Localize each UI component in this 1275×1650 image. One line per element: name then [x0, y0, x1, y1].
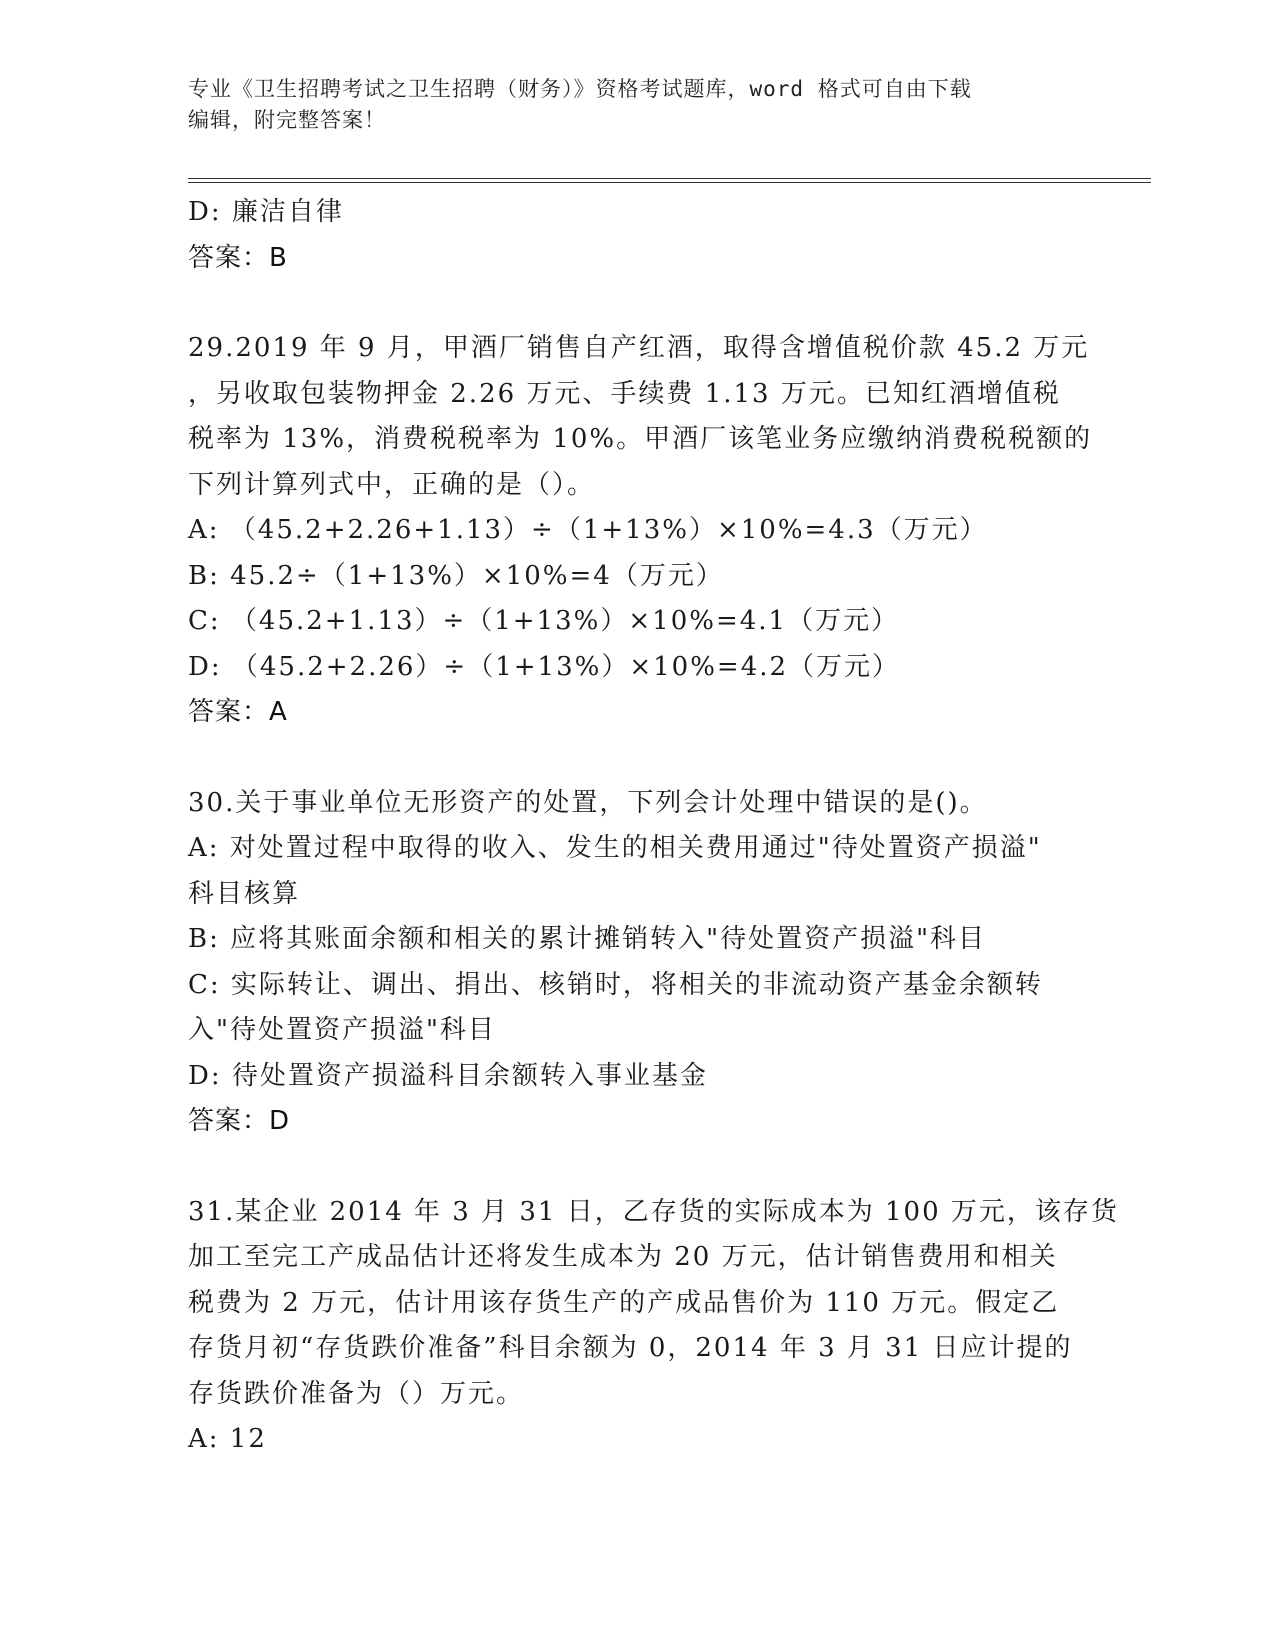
- option-c: C: （45.2+1.13）÷（1+13%）×10%=4.1（万元）: [188, 606, 900, 636]
- spacer: [188, 1145, 1068, 1190]
- answer: 答案：A: [188, 697, 288, 727]
- option-b: B: 45.2÷（1+13%）×10%=4（万元）: [188, 560, 724, 591]
- answer: 答案：D: [188, 1106, 291, 1136]
- option-a-continued: 科目核算: [188, 878, 301, 909]
- question-text-line: 存货月初“存货跌价准备”科目余额为 0，2014 年 3 月 31 日应计提的: [188, 1333, 1073, 1363]
- question-31: [188, 1190, 1119, 1463]
- document-header: [188, 74, 1068, 136]
- spacer: [188, 281, 1068, 326]
- header-line-1: 专业《卫生招聘考试之卫生招聘（财务）》资格考试题库，word 格式可自由下载: [188, 77, 972, 101]
- question-29: [188, 326, 1093, 736]
- header-divider: [188, 178, 1151, 179]
- question-text-line: 存货跌价准备为（）万元。: [188, 1378, 525, 1409]
- option-a: A: （45.2+2.26+1.13）÷（1+13%）×10%=4.3（万元）: [188, 515, 988, 545]
- option-c-continued: 入"待处置资产损溢"科目: [188, 1015, 496, 1045]
- prev-answer: 答案：B: [188, 242, 288, 273]
- question-text-line: 30.关于事业单位无形资产的处置，下列会计处理中错误的是()。: [188, 787, 988, 818]
- option-a: A: 12: [188, 1424, 267, 1454]
- question-content: [188, 190, 1119, 1463]
- question-text-line: 29.2019 年 9 月，甲酒厂销售自产红酒，取得含增值税价款 45.2 万元: [188, 333, 1090, 363]
- question-text-line: 下列计算列式中，正确的是（）。: [188, 469, 596, 500]
- question-text-line: 31.某企业 2014 年 3 月 31 日，乙存货的实际成本为 100 万元，该存货: [188, 1196, 1119, 1227]
- spacer: [188, 736, 1068, 781]
- option-d: D: （45.2+2.26）÷（1+13%）×10%=4.2（万元）: [188, 651, 901, 682]
- option-c: C: 实际转让、调出、捐出、核销时，将相关的非流动资产基金余额转: [188, 969, 1043, 1000]
- question-text-line: 加工至完工产成品估计还将发生成本为 20 万元，估计销售费用和相关: [188, 1242, 1058, 1272]
- question-30: [188, 781, 1068, 1145]
- option-b: B: 应将其账面余额和相关的累计摊销转入"待处置资产损溢"科目: [188, 924, 987, 954]
- prev-option-d: D: 廉洁自律: [188, 197, 344, 227]
- question-text-line: 税率为 13%，消费税税率为 10%。甲酒厂该笔业务应缴纳消费税税额的: [188, 424, 1093, 454]
- option-a: A: 对处置过程中取得的收入、发生的相关费用通过"待处置资产损溢": [188, 833, 1042, 863]
- question-text-line: ，另收取包装物押金 2.26 万元、手续费 1.13 万元。已知红酒增值税: [188, 378, 1061, 409]
- question-text-line: 税费为 2 万元，估计用该存货生产的产成品售价为 110 万元。假定乙: [188, 1287, 1060, 1318]
- header-line-2: 编辑，附完整答案！: [188, 108, 386, 132]
- header-divider-second: [188, 182, 1151, 183]
- option-d: D: 待处置资产损溢科目余额转入事业基金: [188, 1060, 708, 1091]
